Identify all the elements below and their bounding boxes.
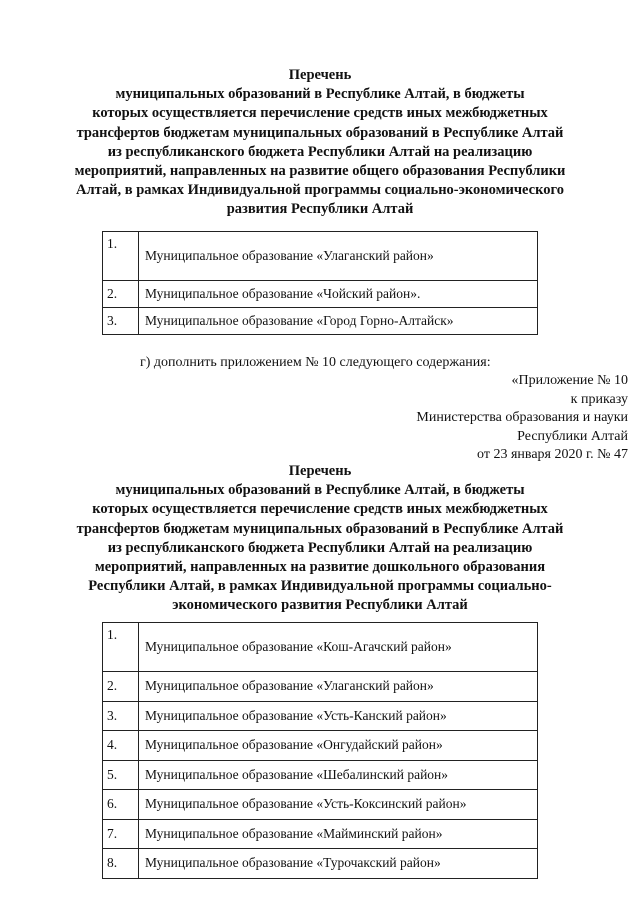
row-number: 2. — [103, 281, 139, 308]
municipality-name: Муниципальное образование «Онгудайский район» — [139, 731, 538, 761]
appendix-line: к приказу — [570, 391, 628, 407]
row-number: 3. — [103, 308, 139, 335]
amendment-text: г) дополнить приложением № 10 следующего содержания: — [140, 355, 491, 370]
list-title-preschool-education — [20, 462, 620, 616]
table-row — [103, 623, 538, 672]
title-line: развития Республики Алтай — [226, 201, 414, 218]
title-line: муниципальных образований в Республике Алтай, в бюджеты — [115, 86, 525, 103]
title-line: Перечень — [288, 463, 352, 479]
table-row — [103, 281, 538, 308]
appendix-line: «Приложение № 10 — [511, 373, 628, 388]
municipality-name: Муниципальное образование «Турочакский район» — [139, 849, 538, 879]
municipality-name: Муниципальное образование «Улаганский район» — [139, 232, 538, 281]
municipalities-table-general-education — [102, 231, 538, 335]
appendix-line: от 23 января 2020 г. № 47 — [477, 447, 628, 463]
municipality-name: Муниципальное образование «Шебалинский район» — [139, 760, 538, 790]
appendix-line: Республики Алтай — [517, 428, 628, 444]
table-row — [103, 308, 538, 335]
row-number: 8. — [103, 849, 139, 879]
table-row — [103, 672, 538, 702]
table-row — [103, 760, 538, 790]
list-title-general-education — [20, 66, 620, 220]
row-number: 2. — [103, 672, 139, 702]
municipalities-table-preschool-education — [102, 622, 538, 879]
row-number: 1. — [103, 232, 139, 281]
row-number: 4. — [103, 731, 139, 761]
row-number: 1. — [103, 623, 139, 672]
title-line: которых осуществляется перечисление средств иных межбюджетных — [92, 501, 548, 518]
municipality-name: Муниципальное образование «Усть-Коксинский район» — [139, 790, 538, 820]
table-row — [103, 790, 538, 820]
table-row — [103, 731, 538, 761]
municipality-name: Муниципальное образование «Чойский район». — [139, 281, 538, 308]
table-row — [103, 819, 538, 849]
row-number: 6. — [103, 790, 139, 820]
title-line: мероприятий, направленных на развитие общего образования Республики — [74, 163, 566, 180]
appendix-reference — [328, 372, 628, 465]
title-line: Республики Алтай, в рамках Индивидуальной программы социально- — [88, 578, 552, 595]
municipality-name: Муниципальное образование «Майминский район» — [139, 819, 538, 849]
title-line: трансфертов бюджетам муниципальных образований в Республике Алтай — [76, 124, 564, 141]
appendix-line: Министерства образования и науки — [416, 410, 628, 426]
municipality-name: Муниципальное образование «Город Горно-Алтайск» — [139, 308, 538, 335]
municipality-name: Муниципальное образование «Улаганский район» — [139, 672, 538, 702]
title-line: трансфертов бюджетам муниципальных образований в Республике Алтай — [76, 520, 564, 537]
title-line: мероприятий, направленных на развитие дошкольного образования — [94, 559, 546, 576]
title-line: Перечень — [288, 67, 352, 83]
row-number: 7. — [103, 819, 139, 849]
row-number: 5. — [103, 760, 139, 790]
title-line: которых осуществляется перечисление средств иных межбюджетных — [92, 105, 548, 122]
title-line: Алтай, в рамках Индивидуальной программы социально-экономического — [76, 182, 564, 199]
title-line: из республиканского бюджета Республики Алтай на реализацию — [107, 143, 533, 160]
title-line: из республиканского бюджета Республики Алтай на реализацию — [107, 539, 533, 556]
table-row — [103, 701, 538, 731]
municipality-name: Муниципальное образование «Усть-Канский район» — [139, 701, 538, 731]
title-line: экономического развития Республики Алтай — [172, 597, 468, 614]
title-line: муниципальных образований в Республике Алтай, в бюджеты — [115, 482, 525, 499]
municipality-name: Муниципальное образование «Кош-Агачский район» — [139, 623, 538, 672]
row-number: 3. — [103, 701, 139, 731]
table-row — [103, 849, 538, 879]
table-row — [103, 232, 538, 281]
